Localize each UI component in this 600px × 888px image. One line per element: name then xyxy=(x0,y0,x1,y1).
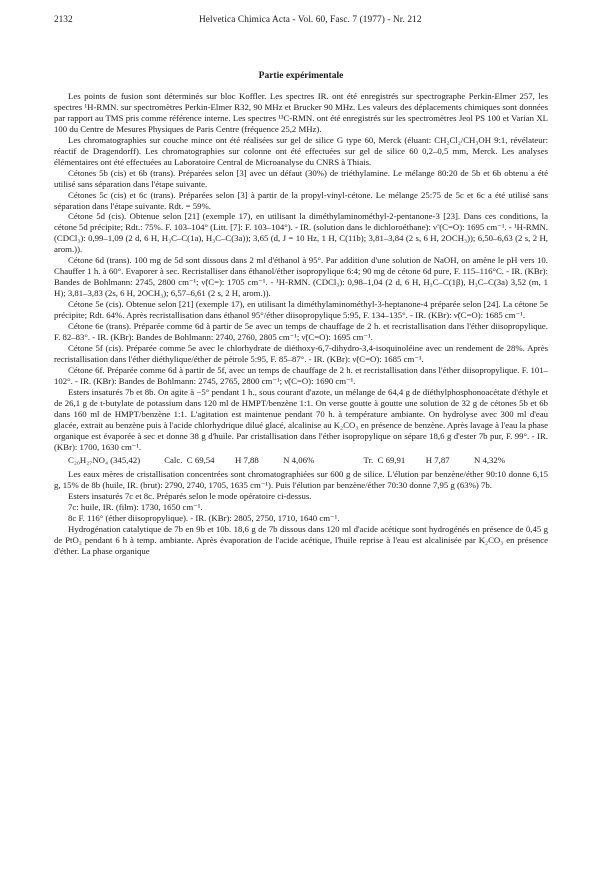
paragraph: Cétone 6d (trans). 100 mg de 5d sont dissous dans 2 ml d'éthanol à 95°. Par addition d'une solution de NaOH, on amène le pH vers 10. Chauffer 1 h. à 60°. Evaporer à sec. Recristalliser dans éthanol/éther isopropylique 6:4; 90 mg de cétone 6d pure, F. 115–116°C. - IR. (KBr): Bandes de Bohlmann: 2745, 2800 cm⁻¹; ν̃(C=): 1705 cm⁻¹. - ¹H-RMN. (CDCl₃): 0,98–1,04 (2 d, 6 H, H₃C–C(1β), H₃C–C(3a) 3,52 (m, 1 H); 3,81–3,83 (2s, 6 H, 2OCH₃); 6,57–6,61 (2 s, 2 H, arom.)). xyxy=(54,255,548,299)
section-title: Partie expérimentale xyxy=(258,71,344,81)
calc-c: C 69,54 xyxy=(186,455,215,466)
paragraph: Cétone 6e (trans). Préparée comme 6d à partir de 5e avec un temps de chauffage de 2 h. et recristallisation dans l'éther diisopropylique. F. 82–83°. - IR. (KBr): Bandes de Bohlmann: 2740, 2760, 2805 cm⁻¹; ν̃(C=O): 1695 cm⁻¹. xyxy=(54,321,548,342)
paragraph: Esters insaturés 7c et 8c. Préparés selon le mode opératoire ci-dessus. xyxy=(68,491,312,502)
paragraph: 7c: huile, IR. (film): 1730, 1650 cm⁻¹. xyxy=(68,502,203,513)
paragraph: Cétone 5d (cis). Obtenue selon [21] (exemple 17), en utilisant la diméthylaminométhyl-2-pentanone-3 [23]. Dans ces conditions, la cétone 5d précipite; Rdt.: 75%. F. 103–104° (Litt. [7]: F. 103–104°). - IR. (solution dans le dichloroéthane): ν̃ (C=O): 1695 cm⁻¹. - ¹H-RMN. (CDCl₃): 0,99–1,09 (2 d, 6 H, H₃C–C(1a), H₃C–C(3a)); 3,65 (d, J = 10 Hz, 1 H, C(11b); 3,81–3,84 (2 s, 6 H, 2OCH₃)); 6,50–6,63 (2 s, 2 H, arom.)). xyxy=(54,211,548,255)
paragraph: Cétones 5b (cis) et 6b (trans). Préparées selon [3] avec un défaut (30%) de triéthylamine. Le mélange 80:20 de 5b et 6b obtenu a été utilisé sans séparation dans l'étape suivante. xyxy=(54,167,548,189)
journal-title: Helvetica Chimica Acta - Vol. 60, Fasc. 7 (1977) - Nr. 212 xyxy=(198,15,422,25)
calc-n: N 4,06% xyxy=(283,455,315,466)
found-c: C 69,91 xyxy=(377,455,406,466)
article-body xyxy=(54,91,548,557)
paragraph: Cétone 6f. Préparée comme 6d à partir de 5f, avec un temps de chauffage de 2 h. et recristallisation dans l'éther diisopropylique. F. 101–102°. - IR. (KBr): Bandes de Bohlmann: 2745, 2765, 2800 cm⁻¹; ν̃(C=O): 1690 cm⁻¹. xyxy=(54,364,548,386)
paragraph: Cétone 5f (cis). Préparée comme 5e avec le chlorhydrate de diéthoxy-6,7-dihydro-3,4-isoquinoléine avec un rendement de 28%. Après recristallisation dans l'éther diéthylique/éther de pétrole 5:95, F. 85–87°. - IR. (KBr): ν̃(C=O): 1685 cm⁻¹. xyxy=(54,342,548,364)
paragraph: Les points de fusion sont déterminés sur bloc Koffler. Les spectres IR. ont été enregistrés sur spectrographe Perkin-Elmer 257, les spectres ¹H-RMN. sur spectromètres Perkin-Elmer R32, 90 MHz et Brucker 90 MHz. Les valeurs des déplacements chimiques sont données par rapport au TMS pris comme référence interne. Les spectres ¹³C-RMN. ont été enregistrés sur les spectromètres Jeol PS 100 et Varian XL 100 du Centre de Mesures Physiques de Paris Centre (fréquence 25,2 MHz). xyxy=(54,91,548,134)
paragraph: Cétone 5e (cis). Obtenue selon [21] (exemple 17), en utilisant la diméthylaminométhyl-3-heptanone-4 préparée selon [24]. La cétone 5e précipite; Rdt. 64%. Après recristallisation dans éthanol 95°/éther diisopropylique 5:95, F. 134–135°. - IR. (KBr): ν̃(C=O): 1685 cm⁻¹. xyxy=(54,299,548,321)
paragraph: Cétones 5c (cis) et 6c (trans). Préparées selon [3] à partir de la propyl-vinyl-cétone. Le mélange 25:75 de 5c et 6c a été utilisé sans séparation dans l'étape suivante. Rdt. = 59%. xyxy=(54,189,548,211)
found-n: N 4,32% xyxy=(473,455,506,466)
calc-label: Calc. xyxy=(164,455,183,466)
found-label: Tr. xyxy=(363,455,374,466)
paragraph: Hydrogénation catalytique de 7b en 9b et 10b. 18,6 g de 7b dissous dans 120 ml d'acide acétique sont hydrogénés en présence de 0,45 g de PtO₂ pendant 6 h à temp. ambiante. Après évaporation de l'acide acétique, l'huile reprise à l'eau est alcalinisée par K₂CO₃ en présence d'éther. La phase organique xyxy=(54,524,548,557)
paragraph: Esters insaturés 7b et 8b. On agite à −5° pendant 1 h., sous courant d'azote, un mélange de 64,4 g de diéthylphosphonoacétate d'éthyle et de 26,1 g de t-butylate de potassium dans 120 ml de HMPT/benzène 1:1. On verse goutte à goutte une solution de 32 g de cétones 5b et 6b dans 160 ml de HMPT/benzène 1:1. L'agitation est maintenue pendant 70 h. à température ambiante. On hydrolyse avec 300 ml d'eau glacée, extrait au benzène puis à l'acide chlorhydrique dilué glacé, alcalinise au K₂CO₃ en présence de benzène. Après lavage à l'eau la phase organique est évaporée à sec et donne 38 g d'huile. Par cristallisation dans l'éther isopropylique on sépare 18,6 g d'ester 7b pur, F. 99°. - IR. (KBr): 1700, 1630 cm⁻¹. xyxy=(54,386,548,452)
paragraph: 8c F. 116° (éther diisopropylique). - IR. (KBr): 2805, 2750, 1710, 1640 cm⁻¹. xyxy=(68,513,340,524)
paragraph: Les eaux mères de cristallisation concentrées sont chromatographiées sur 600 g de silice. L'élution par benzène/éther 90:10 donne 6,15 g, 15% de 8b (huile, IR. (brut): 2790, 2740, 1705, 1635 cm⁻¹). Puis l'élution par benzène/éther 70:30 donne 7,95 g (63%) 7b. xyxy=(54,469,548,491)
page-number: 2132 xyxy=(54,15,73,25)
calc-h: H 7,88 xyxy=(234,455,259,466)
formula-compound: C₂₀H₂₇NO₄ (345,42) xyxy=(68,455,141,466)
elemental-analysis xyxy=(68,455,548,466)
found-h: H 7,87 xyxy=(425,455,450,466)
paragraph: Les chromatographies sur couche mince ont été réalisées sur gel de silice G type 60, Merck (éluant: CH₂Cl₂/CH₃OH 9:1, révélateur: réactif de Dragendorff). Les chromatographies sur colonne ont été effectuées sur gel de silice 60 0,2–0,5 mm, Merck. Les analyses élémentaires ont été effectuées au Laboratoire Central de Microanalyse du CNRS à Thiais. xyxy=(54,134,548,167)
running-header xyxy=(54,15,548,25)
